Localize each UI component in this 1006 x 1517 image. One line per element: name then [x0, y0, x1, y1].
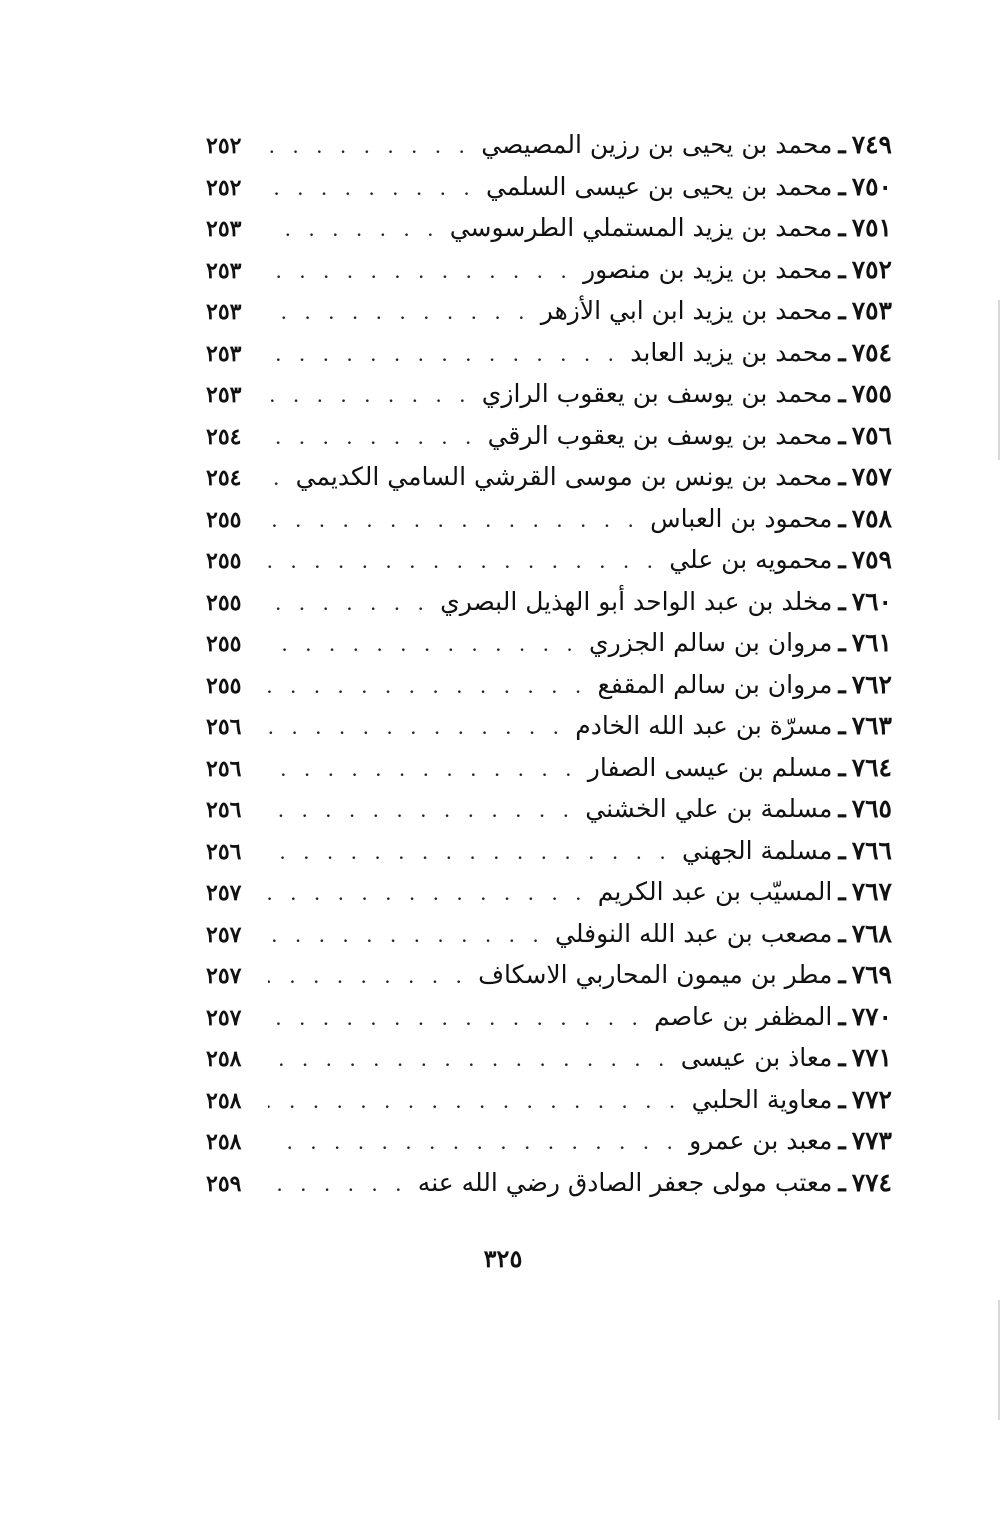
entry-page: ٢٥٧: [206, 880, 242, 906]
entry-separator: ـ: [838, 337, 846, 367]
dot-leader: [268, 793, 575, 835]
entry-name: محمويه بن علي: [669, 545, 833, 574]
entry-number: ٧٧٢: [851, 1084, 892, 1114]
toc-entry: [206, 1162, 892, 1204]
entry-number: ٧٦٧: [851, 877, 892, 906]
dot-leader: [268, 876, 588, 918]
entry-separator: ـ: [838, 835, 846, 865]
entry-page: ٢٥٧: [206, 963, 242, 989]
toc-entry: [206, 830, 892, 872]
entry-name: معاذ بن عيسى: [680, 1043, 833, 1072]
page-number: ٣٢٥: [483, 1244, 523, 1273]
entry-page: ٢٥٤: [206, 465, 242, 491]
entry-separator: ـ: [838, 379, 846, 408]
entry-number: ٧٥٦: [851, 420, 892, 450]
entry-number: ٧٦٣: [851, 711, 892, 740]
entry-separator: ـ: [838, 877, 846, 906]
entry-number: ٧٥٧: [851, 462, 892, 491]
entry-page: ٢٥٨: [206, 1129, 242, 1155]
toc-entry: [206, 166, 892, 208]
dot-leader: [268, 1042, 671, 1084]
entry-separator: ـ: [838, 1084, 846, 1114]
toc-entry: [206, 249, 892, 291]
entry-page: ٢٥٣: [206, 340, 242, 367]
toc-entry: [206, 954, 892, 996]
entry-page: ٢٥٩: [206, 1170, 242, 1197]
entry-number: ٧٤٩: [851, 130, 892, 159]
entry-page: ٢٥٦: [206, 714, 242, 740]
dot-leader: [268, 1125, 679, 1167]
dot-leader: [268, 378, 472, 420]
entry-name: مروان بن سالم المقفع: [597, 669, 833, 699]
entry-number: ٧٦٤: [851, 752, 892, 782]
entry-number: ٧٥٨: [851, 503, 892, 533]
toc-entry: [206, 664, 892, 706]
toc-entry: [206, 581, 892, 623]
entry-number: ٧٥٤: [851, 337, 892, 367]
dot-leader: [268, 295, 531, 337]
entry-name: محمد بن يوسف بن يعقوب الرقي: [487, 420, 833, 450]
entry-name: محمد بن يحيى بن رزين المصيصي: [481, 130, 833, 159]
entry-name: معاوية الحلبي: [691, 1084, 833, 1114]
entry-separator: ـ: [838, 130, 846, 159]
entry-name: مسلم بن عيسى الصفار: [587, 752, 833, 782]
entry-page: ٢٥٨: [206, 1046, 242, 1072]
entry-name: محمد بن يزيد بن منصور: [583, 254, 833, 284]
toc-entry: [206, 1037, 892, 1079]
entry-page: ٢٥٧: [206, 921, 242, 948]
entry-page: ٢٥٦: [206, 755, 242, 782]
toc-entry: [206, 1079, 892, 1121]
entry-page: ٢٥٦: [206, 797, 242, 823]
entry-number: ٧٧١: [851, 1043, 892, 1072]
toc-entry: [206, 456, 892, 498]
entry-name: المسيّب بن عبد الكريم: [597, 877, 833, 906]
dot-leader: [268, 918, 545, 960]
dot-leader: [268, 254, 573, 296]
entry-page: ٢٥٢: [206, 133, 242, 159]
entry-separator: ـ: [838, 1167, 846, 1197]
toc-entry: [206, 871, 892, 913]
entry-separator: ـ: [838, 794, 846, 823]
entry-page: ٢٥٤: [206, 423, 242, 450]
entry-separator: ـ: [838, 669, 846, 699]
entry-name: معتب مولى جعفر الصادق رضي الله عنه: [417, 1167, 833, 1197]
entry-name: محمد بن يوسف بن يعقوب الرازي: [481, 379, 833, 408]
dot-leader: [268, 129, 471, 171]
entry-separator: ـ: [838, 1043, 846, 1072]
entry-separator: ـ: [838, 752, 846, 782]
dot-leader: [268, 710, 565, 752]
entry-name: مسلمة بن علي الخشني: [585, 794, 833, 823]
toc-entry: [206, 622, 892, 664]
toc-entry: [206, 124, 892, 166]
entry-separator: ـ: [838, 628, 846, 657]
dot-leader: [268, 503, 640, 545]
entry-separator: ـ: [838, 960, 846, 989]
entry-number: ٧٥٣: [851, 296, 892, 325]
dot-leader: [268, 1084, 682, 1126]
entry-separator: ـ: [838, 1126, 846, 1155]
entry-separator: ـ: [838, 503, 846, 533]
entry-number: ٧٧٤: [851, 1167, 892, 1197]
entry-name: محمد بن يزيد ابن ابي الأزهر: [540, 296, 833, 325]
entry-number: ٧٥١: [851, 213, 892, 242]
entry-name: مسلمة الجهني: [681, 835, 833, 865]
dot-leader: [268, 337, 620, 379]
entry-name: مخلد بن عبد الواحد أبو الهذيل البصري: [440, 586, 833, 616]
entry-page: ٢٥٥: [206, 548, 242, 574]
entry-page: ٢٥٢: [206, 174, 242, 201]
entry-separator: ـ: [838, 918, 846, 948]
toc-entry: [206, 747, 892, 789]
entry-separator: ـ: [838, 171, 846, 201]
entry-number: ٧٥٥: [851, 379, 892, 408]
entry-name: محمد بن يزيد العابد: [630, 337, 833, 367]
entry-number: ٧٥٢: [851, 254, 892, 284]
entry-number: ٧٦٨: [851, 918, 892, 948]
entry-page: ٢٥٥: [206, 589, 242, 616]
toc-entry: [206, 705, 892, 747]
dot-leader: [268, 1167, 408, 1209]
entry-separator: ـ: [838, 420, 846, 450]
entry-number: ٧٦١: [851, 628, 892, 657]
entry-number: ٧٦٦: [851, 835, 892, 865]
dot-leader: [268, 959, 468, 1001]
dot-leader: [268, 586, 430, 628]
entry-separator: ـ: [838, 254, 846, 284]
toc-entry: [206, 539, 892, 581]
entry-name: مصعب بن عبد الله النوفلي: [555, 918, 833, 948]
entry-page: ٢٥٥: [206, 672, 242, 699]
entry-separator: ـ: [838, 545, 846, 574]
toc-entry: [206, 415, 892, 457]
toc-entry: [206, 498, 892, 540]
dot-leader: [268, 627, 579, 669]
entry-number: ٧٧٣: [851, 1126, 892, 1155]
dot-leader: [268, 212, 440, 254]
entry-separator: ـ: [838, 711, 846, 740]
dot-leader: [268, 835, 672, 877]
entry-name: مطر بن ميمون المحاربي الاسكاف: [478, 960, 833, 989]
scan-edge-mark: [998, 1300, 1000, 1420]
entry-name: المظفر بن عاصم: [654, 1001, 833, 1031]
entry-page: ٢٥٣: [206, 216, 242, 242]
entry-page: ٢٥٥: [206, 506, 242, 533]
entry-number: ٧٥٩: [851, 545, 892, 574]
entry-page: ٢٥٦: [206, 838, 242, 865]
entry-number: ٧٦٢: [851, 669, 892, 699]
toc-entry: [206, 1120, 892, 1162]
dot-leader: [268, 544, 659, 586]
entry-name: مسرّة بن عبد الله الخادم: [575, 711, 833, 740]
toc-entry: [206, 332, 892, 374]
entry-number: ٧٦٩: [851, 960, 892, 989]
entry-separator: ـ: [838, 296, 846, 325]
table-of-contents: [206, 124, 892, 1203]
entry-name: محمود بن العباس: [650, 503, 833, 533]
entry-page: ٢٥٣: [206, 299, 242, 325]
scan-edge-mark: [998, 300, 1000, 460]
entry-separator: ـ: [838, 586, 846, 616]
entry-page: ٢٥٣: [206, 382, 242, 408]
entry-name: محمد بن يزيد المستملي الطرسوسي: [449, 213, 833, 242]
entry-name: معبد بن عمرو: [689, 1126, 833, 1155]
entry-number: ٧٦٥: [851, 794, 892, 823]
entry-number: ٧٥٠: [851, 171, 892, 201]
entry-separator: ـ: [838, 462, 846, 491]
toc-entry: [206, 913, 892, 955]
entry-page: ٢٥٥: [206, 631, 242, 657]
entry-name: محمد بن يحيى بن عيسى السلمي: [486, 171, 833, 201]
entry-page: ٢٥٧: [206, 1004, 242, 1031]
entry-name: محمد بن يونس بن موسى القرشي السامي الكديمي: [295, 462, 833, 491]
dot-leader: [268, 420, 478, 462]
toc-entry: [206, 996, 892, 1038]
entry-name: مروان بن سالم الجزري: [589, 628, 833, 657]
dot-leader: [268, 669, 588, 711]
toc-entry: [206, 207, 892, 249]
entry-page: ٢٥٣: [206, 257, 242, 284]
toc-entry: [206, 290, 892, 332]
dot-leader: [268, 752, 578, 794]
entry-separator: ـ: [838, 1001, 846, 1031]
entry-number: ٧٧٠: [851, 1001, 892, 1031]
dot-leader: [268, 1001, 644, 1043]
entry-separator: ـ: [838, 213, 846, 242]
entry-number: ٧٦٠: [851, 586, 892, 616]
toc-entry: [206, 788, 892, 830]
entry-page: ٢٥٨: [206, 1087, 242, 1114]
dot-leader: [268, 461, 286, 503]
dot-leader: [268, 171, 476, 213]
toc-entry: [206, 373, 892, 415]
